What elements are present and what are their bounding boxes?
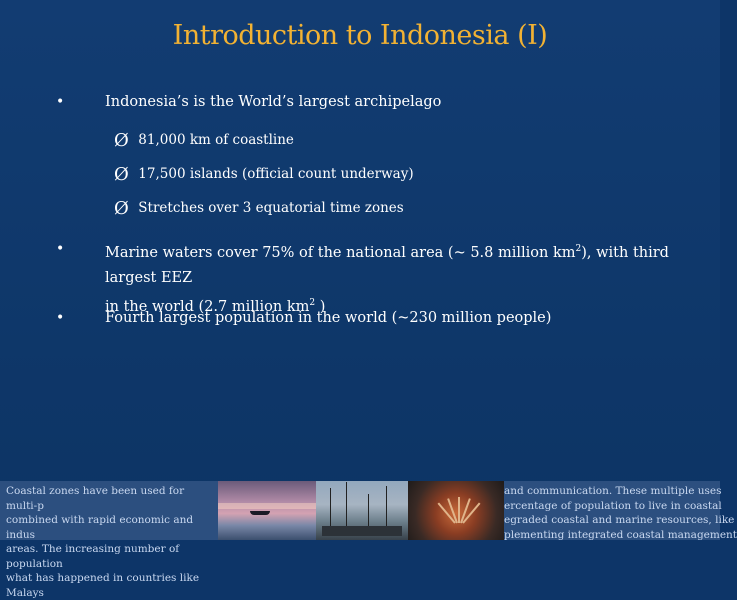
caption-line: and communication. These multiple uses <box>504 485 722 497</box>
caption-line: combined with rapid economic and indus <box>6 514 194 541</box>
caption-line: Coastal zones have been used for multi-p <box>6 485 185 512</box>
fin <box>458 497 460 523</box>
bullet-marker: • <box>56 310 65 326</box>
arrow-bullet-icon: Ø <box>114 164 129 185</box>
bullet-marker: • <box>56 94 65 110</box>
caption-line: egraded coastal and marine resources, like <box>504 514 735 526</box>
caption-line: plementing integrated coastal management <box>504 528 737 541</box>
photo-strip <box>218 481 504 540</box>
subitem-text: 81,000 km of coastline <box>138 132 294 148</box>
subitem-coastline <box>114 128 294 153</box>
arrow-bullet-icon: Ø <box>114 198 129 219</box>
bullet-marine-waters <box>56 237 696 315</box>
caption-left <box>6 484 218 600</box>
sunset-boat-photo <box>218 481 316 540</box>
sun-glow <box>218 503 316 509</box>
arrow-bullet-icon: Ø <box>114 130 129 151</box>
text-fragment: ), with third largest EEZ <box>105 244 669 286</box>
harbor-boats-photo <box>316 481 408 540</box>
caption-right <box>504 484 737 542</box>
bullet-text: Indonesia’s is the World’s largest archipelago <box>105 94 442 110</box>
caption-line: what has happened in countries like Malays <box>6 572 200 599</box>
superscript: 2 <box>575 244 582 254</box>
subitem-text: Stretches over 3 equatorial time zones <box>138 200 404 216</box>
slide-title: Introduction to Indonesia (I) <box>172 20 548 51</box>
bullet-text: Fourth largest population in the world (~230 million people) <box>105 310 552 326</box>
lionfish-photo <box>408 481 504 540</box>
caption-line: ercentage of population to live in coastal <box>504 499 722 512</box>
text-fragment: Marine waters cover 75% of the national area (~ 5.8 million km <box>105 244 576 261</box>
subitem-time-zones <box>114 196 404 221</box>
superscript: 2 <box>309 297 316 308</box>
boat-hulls <box>322 526 402 536</box>
caption-line: areas. The increasing number of population <box>6 543 180 570</box>
bullet-marker: • <box>56 241 65 257</box>
boat-silhouette <box>250 511 270 515</box>
mast <box>346 482 347 532</box>
subitem-text: 17,500 islands (official count underway) <box>138 166 414 182</box>
text-fragment: ) <box>315 298 326 315</box>
subitem-islands <box>114 162 414 187</box>
text-fragment: in the world (2.7 million km <box>105 298 310 315</box>
